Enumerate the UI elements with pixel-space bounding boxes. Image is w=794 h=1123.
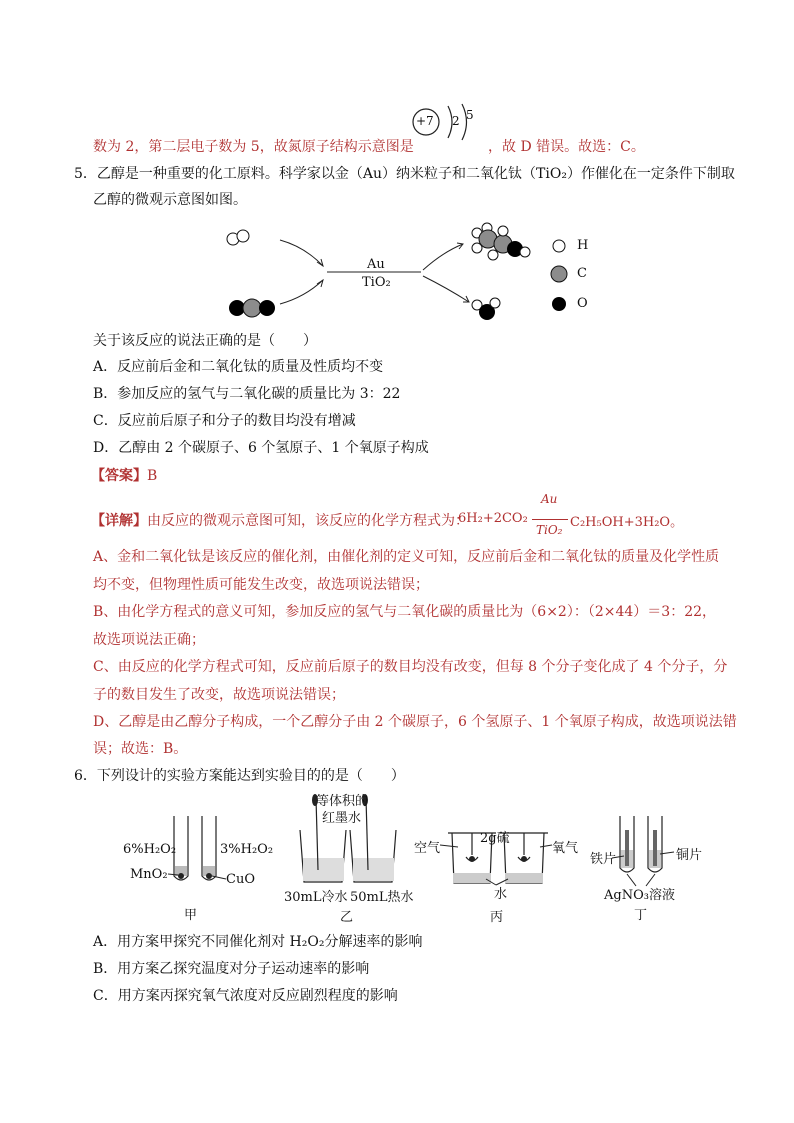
bing-bottom-label: 水 (494, 887, 508, 902)
q5-explanation-line: 子的数目发生了改变，故选项说法错误； (93, 687, 345, 703)
catalyst-au-label: Au (367, 257, 385, 272)
yi-top-label-2: 红墨水 (322, 811, 362, 826)
detail-label: 【详解】 (91, 513, 147, 529)
yi-caption: 乙 (340, 910, 354, 925)
figure-bing (412, 825, 582, 925)
jia-caption: 甲 (184, 908, 198, 923)
equation-condition-below: TiO₂ (536, 523, 563, 537)
ding-left-label: 铁片 (590, 852, 617, 867)
jia-left-catalyst: MnO₂ (130, 867, 168, 882)
catalyst-tio2-label: TiO₂ (362, 275, 391, 290)
q5-explanation-line: C、由反应的化学方程式可知，反应前后原子的数目均没有改变，但每 8 个分子变化成了 4 个分子，分 (93, 659, 728, 675)
jia-right-solution: 3%H₂O₂ (220, 842, 274, 857)
q5-explanation-line: 均不变，但物理性质可能发生改变，故选项说法错误； (93, 577, 429, 593)
prev-answer-line-end: ，故 D 错误。故选：C。 (488, 139, 645, 155)
q5-option-b: B．参加反应的氢气与二氧化碳的质量比为 3：22 (93, 386, 401, 402)
q5-explanation-line: B、由化学方程式的意义可知，参加反应的氢气与二氧化碳的质量比为（6×2）：（2×44）＝3：22， (93, 604, 717, 620)
yi-top-label-1: 等体积的 (316, 794, 369, 809)
prev-answer-line: 数为 2，第二层电子数为 5，故氮原子结构示意图是 (93, 139, 414, 155)
equation-left: 6H₂+2CO₂ (458, 511, 528, 526)
legend-o-label: O (577, 296, 588, 311)
equation-arrow (532, 519, 568, 520)
answer-value: B (147, 468, 158, 484)
shell-2-count: 5 (466, 108, 474, 122)
figure-yi (280, 790, 420, 925)
q6-option-c: C．用方案丙探究氧气浓度对反应剧烈程度的影响 (93, 988, 398, 1004)
q5-stem-line-2: 乙醇的微观示意图如图。 (93, 192, 247, 208)
legend-c-label: C (577, 266, 587, 281)
answer-label: 【答案】 (91, 468, 147, 484)
nucleus-charge: +7 (416, 114, 434, 128)
bing-left-label: 空气 (414, 841, 441, 856)
detail-intro: 由反应的微观示意图可知，该反应的化学方程式为： (147, 513, 469, 529)
ding-caption: 丁 (634, 908, 648, 923)
q6-option-a: A．用方案甲探究不同催化剂对 H₂O₂分解速率的影响 (93, 934, 423, 950)
jia-right-catalyst: CuO (226, 872, 255, 887)
bing-middle-label: 2g硫 (480, 831, 510, 846)
yi-right-label: 50mL热水 (350, 890, 414, 905)
q5-explanation-line: 故选项说法正确； (93, 632, 205, 648)
ding-bottom-label: AgNO₃溶液 (604, 888, 675, 903)
figure-jia (118, 812, 274, 923)
shell-1-count: 2 (452, 114, 460, 128)
q5-stem-line-1: 5．乙醇是一种重要的化工原料。科学家以金（Au）纳米粒子和二氧化钛（TiO₂）作催化在一定条件下制取 (74, 166, 735, 182)
yi-left-label: 30mL冷水 (284, 890, 348, 905)
q6-stem: 6．下列设计的实验方案能达到实验目的的是（ ） (74, 768, 405, 784)
bing-caption: 丙 (490, 910, 504, 925)
q6-option-b: B．用方案乙探究温度对分子运动速率的影响 (93, 961, 370, 977)
nitrogen-atom-structure-diagram (408, 100, 488, 144)
q5-answer (91, 466, 157, 486)
q5-option-d: D．乙醇由 2 个碳原子、6 个氢原子、1 个氧原子构成 (93, 440, 429, 456)
q5-question: 关于该反应的说法正确的是（ ） (93, 333, 317, 349)
ding-right-label: 铜片 (676, 848, 703, 863)
equation-right: C₂H₅OH+3H₂O。 (570, 515, 684, 530)
q5-option-c: C．反应前后原子和分子的数目均没有增减 (93, 413, 356, 429)
ethanol-reaction-diagram (225, 222, 625, 326)
bing-right-label: 氧气 (552, 841, 579, 856)
q5-option-a: A．反应前后金和二氧化钛的质量及性质均不变 (93, 359, 384, 375)
jia-left-solution: 6%H₂O₂ (123, 842, 177, 857)
figure-ding (590, 812, 720, 922)
legend-h-label: H (577, 238, 589, 253)
q5-explanation-line: 误；故选：B。 (93, 741, 188, 757)
q5-explanation-line: D、乙醇是由乙醇分子构成，一个乙醇分子由 2 个碳原子，6 个氢原子、1 个氧原子构成，故选项说法错 (93, 714, 737, 730)
chemical-equation (458, 490, 684, 546)
q5-explanation-line: A、金和二氧化钛是该反应的催化剂，由催化剂的定义可知，反应前后金和二氧化钛的质量及化学性质 (93, 549, 720, 565)
q5-detail (91, 511, 469, 531)
equation-condition-above: Au (541, 492, 558, 506)
